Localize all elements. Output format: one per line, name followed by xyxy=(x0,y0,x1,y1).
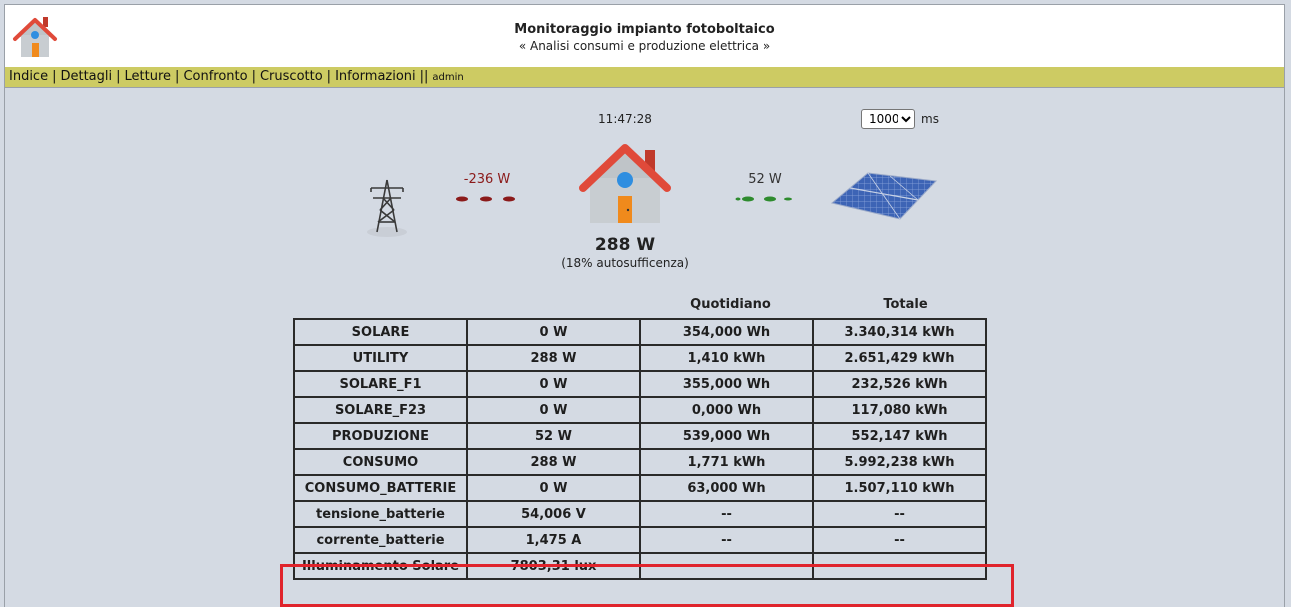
row-daily: 354,000 Wh xyxy=(640,319,813,345)
nav-dettagli[interactable]: Dettagli xyxy=(60,69,113,84)
row-label: Illuminamento Solare xyxy=(294,553,467,579)
row-current: 1,475 A xyxy=(467,527,640,553)
row-daily: -- xyxy=(640,553,813,579)
row-current: 0 W xyxy=(467,475,640,501)
nav-confronto[interactable]: Confronto xyxy=(183,69,248,84)
house-power-value: 288 W xyxy=(594,235,656,255)
row-daily: -- xyxy=(640,527,813,553)
table-row xyxy=(294,475,986,501)
row-total: -- xyxy=(813,527,986,553)
home-logo-icon[interactable] xyxy=(11,13,59,61)
page-subtitle: « Analisi consumi e produzione elettrica » xyxy=(518,39,771,53)
row-label: tensione_batterie xyxy=(294,501,467,527)
nav-separator: | xyxy=(251,69,256,84)
row-label: PRODUZIONE xyxy=(294,423,467,449)
row-daily: 1,771 kWh xyxy=(640,449,813,475)
page-title: Monitoraggio impianto fotoboltaico xyxy=(514,22,775,37)
row-label: SOLARE xyxy=(294,319,467,345)
row-label: corrente_batterie xyxy=(294,527,467,553)
house-autonomy-label: (18% autosufficenza) xyxy=(561,256,689,270)
row-current: 52 W xyxy=(467,423,640,449)
row-daily: 0,000 Wh xyxy=(640,397,813,423)
row-total: 5.992,238 kWh xyxy=(813,449,986,475)
row-current: 0 W xyxy=(467,319,640,345)
table-row xyxy=(294,345,986,371)
power-pylon-icon xyxy=(361,178,413,238)
row-daily: 63,000 Wh xyxy=(640,475,813,501)
table-row xyxy=(294,553,986,579)
row-daily: 539,000 Wh xyxy=(640,423,813,449)
row-label: SOLARE_F1 xyxy=(294,371,467,397)
table-row xyxy=(294,423,986,449)
interval-unit-label: ms xyxy=(921,112,939,126)
column-header-daily: Quotidiano xyxy=(690,297,771,312)
nav-informazioni[interactable]: Informazioni xyxy=(335,69,416,84)
nav-separator: | xyxy=(175,69,180,84)
nav-user-separator: || xyxy=(419,69,429,84)
nav-separator: | xyxy=(52,69,57,84)
row-total: -- xyxy=(813,553,986,579)
row-label: UTILITY xyxy=(294,345,467,371)
row-current: 288 W xyxy=(467,345,640,371)
grid-flow-indicator xyxy=(455,195,519,203)
row-total: 1.507,110 kWh xyxy=(813,475,986,501)
table-row xyxy=(294,449,986,475)
table-row xyxy=(294,397,986,423)
row-daily: 355,000 Wh xyxy=(640,371,813,397)
row-label: CONSUMO_BATTERIE xyxy=(294,475,467,501)
main-nav xyxy=(4,67,1285,88)
nav-indice[interactable]: Indice xyxy=(9,69,49,84)
row-label: SOLARE_F23 xyxy=(294,397,467,423)
table-row xyxy=(294,319,986,345)
grid-power-value: -236 W xyxy=(463,172,511,187)
solar-power-value: 52 W xyxy=(748,172,782,187)
row-total: 3.340,314 kWh xyxy=(813,319,986,345)
table-row xyxy=(294,501,986,527)
table-row xyxy=(294,371,986,397)
table-row xyxy=(294,527,986,553)
solar-panel-icon xyxy=(828,165,938,225)
readings-table xyxy=(293,318,987,580)
column-header-total: Totale xyxy=(883,297,928,312)
row-total: -- xyxy=(813,501,986,527)
house-icon xyxy=(578,142,672,226)
row-total: 117,080 kWh xyxy=(813,397,986,423)
row-label: CONSUMO xyxy=(294,449,467,475)
row-total: 552,147 kWh xyxy=(813,423,986,449)
row-current: 288 W xyxy=(467,449,640,475)
nav-letture[interactable]: Letture xyxy=(124,69,172,84)
app-header xyxy=(4,4,1285,68)
nav-cruscotto[interactable]: Cruscotto xyxy=(259,69,323,84)
nav-separator: | xyxy=(326,69,332,84)
refresh-interval-select[interactable] xyxy=(861,109,915,129)
nav-separator: | xyxy=(116,69,121,84)
row-total: 2.651,429 kWh xyxy=(813,345,986,371)
row-total: 232,526 kWh xyxy=(813,371,986,397)
nav-user-admin[interactable]: admin xyxy=(432,72,464,83)
clock-time: 11:47:28 xyxy=(598,112,652,126)
row-current: 0 W xyxy=(467,371,640,397)
row-current: 54,006 V xyxy=(467,501,640,527)
row-current: 7803,31 lux xyxy=(467,553,640,579)
row-daily: -- xyxy=(640,501,813,527)
row-daily: 1,410 kWh xyxy=(640,345,813,371)
solar-flow-indicator xyxy=(735,195,795,203)
row-current: 0 W xyxy=(467,397,640,423)
